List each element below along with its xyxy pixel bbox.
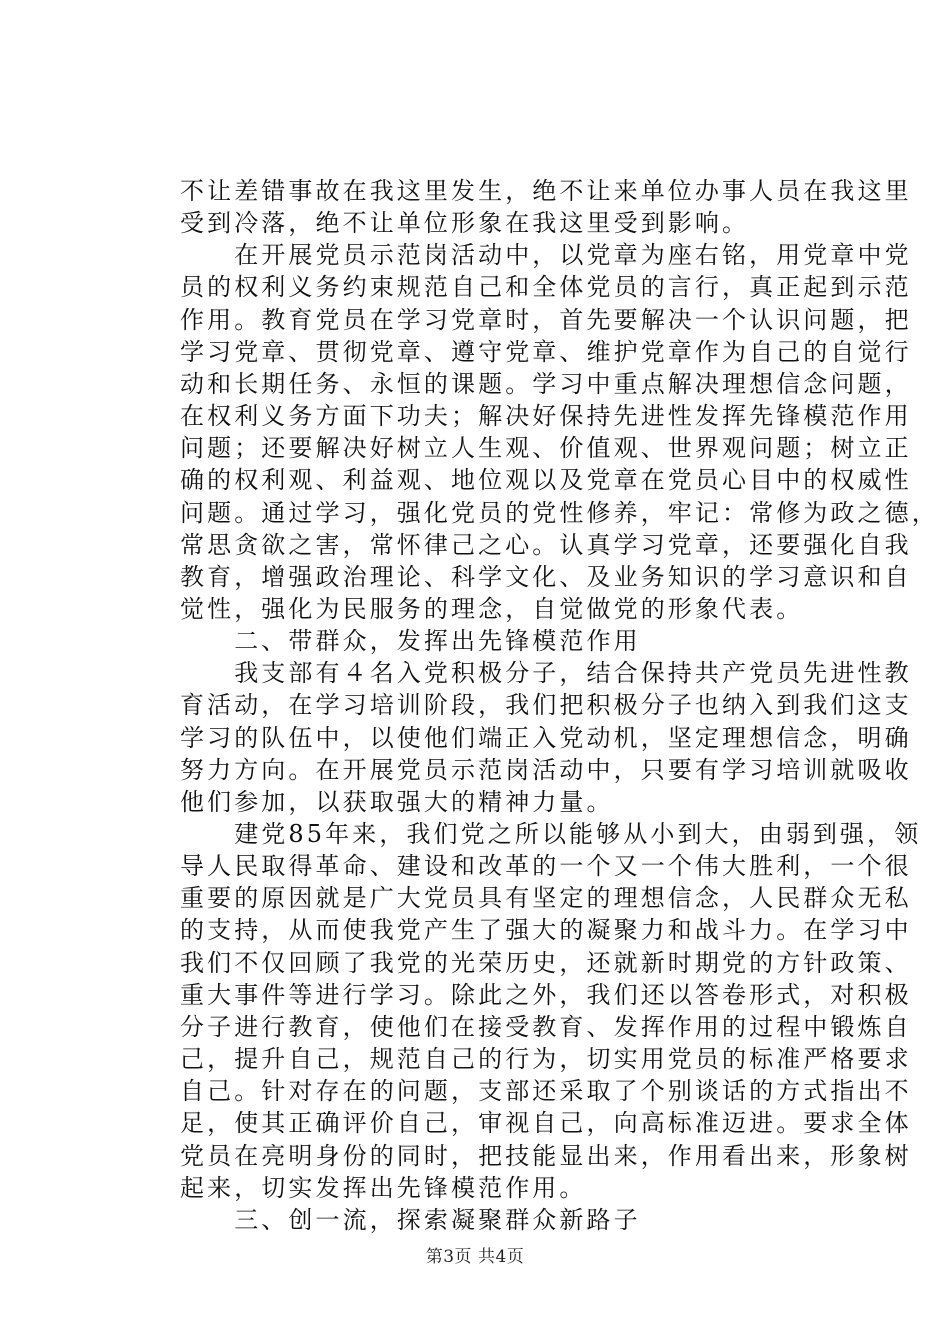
text-line: 我支部有４名入党积极分子，结合保持共产党员先进性教 xyxy=(180,659,912,687)
text-line: 常思贪欲之害，常怀律己之心。认真学习党章，还要强化自我 xyxy=(180,531,912,559)
text-line: 确的权利观、利益观、地位观以及党章在党员心目中的权威性 xyxy=(180,466,912,494)
text-line: 分子进行教育，使他们在接受教育、发挥作用的过程中锻炼自 xyxy=(180,1013,912,1041)
text-line: 我们不仅回顾了我党的光荣历史，还就新时期党的方针政策、 xyxy=(180,949,912,977)
text-line: 的支持，从而使我党产生了强大的凝聚力和战斗力。在学习中 xyxy=(180,916,912,944)
text-line: 导人民取得革命、建设和改革的一个又一个伟大胜利，一个很 xyxy=(180,852,912,880)
text-line: 己，提升自己，规范自己的行为，切实用党员的标准严格要求 xyxy=(180,1045,912,1073)
text-line: 问题；还要解决好树立人生观、价值观、世界观问题；树立正 xyxy=(180,434,912,462)
text-line: 建党85年来，我们党之所以能够从小到大，由弱到强，领 xyxy=(180,820,922,848)
text-line: 起来，切实发挥出先锋模范作用。 xyxy=(180,1174,587,1202)
text-line: 员的权利义务约束规范自己和全体党员的言行，真正起到示范 xyxy=(180,273,912,301)
text-line: 教育，增强政治理论、科学文化、及业务知识的学习意识和自 xyxy=(180,563,912,591)
text-line: 努力方向。在开展党员示范岗活动中，只要有学习培训就吸收 xyxy=(180,756,912,784)
text-line: 重要的原因就是广大党员具有坚定的理想信念，人民群众无私 xyxy=(180,884,912,912)
text-line: 在开展党员示范岗活动中，以党章为座右铭，用党章中党 xyxy=(180,241,912,269)
page-footer: 第3页 共4页 xyxy=(425,1247,525,1267)
text-line: 问题。通过学习，强化党员的党性修养，牢记：常修为政之德， xyxy=(180,499,939,527)
text-line: 在权利义务方面下功夫；解决好保持先进性发挥先锋模范作用 xyxy=(180,402,912,430)
text-line: 学习党章、贯彻党章、遵守党章、维护党章作为自己的自觉行 xyxy=(180,338,912,366)
text-line: 党员在亮明身份的同时，把技能显出来，作用看出来，形象树 xyxy=(180,1142,912,1170)
text-line: 动和长期任务、永恒的课题。学习中重点解决理想信念问题， xyxy=(180,370,912,398)
text-line: 不让差错事故在我这里发生，绝不让来单位办事人员在我这里 xyxy=(180,177,912,205)
text-line: 足，使其正确评价自己，审视自己，向高标准迈进。要求全体 xyxy=(180,1109,912,1137)
text-line: 他们参加，以获取强大的精神力量。 xyxy=(180,788,614,816)
text-line: 受到冷落，绝不让单位形象在我这里受到影响。 xyxy=(180,209,750,237)
text-line: 觉性，强化为民服务的理念，自觉做党的形象代表。 xyxy=(180,595,804,623)
text-line: 作用。教育党员在学习党章时，首先要解决一个认识问题，把 xyxy=(180,306,912,334)
text-line: 学习的队伍中，以使他们端正入党动机，坚定理想信念，明确 xyxy=(180,724,912,752)
text-line: 自己。针对存在的问题，支部还采取了个别谈话的方式指出不 xyxy=(180,1077,912,1105)
text-line: 重大事件等进行学习。除此之外，我们还以答卷形式，对积极 xyxy=(180,981,912,1009)
text-line: 三、创一流，探索凝聚群众新路子 xyxy=(180,1206,641,1234)
text-line: 二、带群众，发挥出先锋模范作用 xyxy=(180,627,641,655)
text-line: 育活动，在学习培训阶段，我们把积极分子也纳入到我们这支 xyxy=(180,691,912,719)
